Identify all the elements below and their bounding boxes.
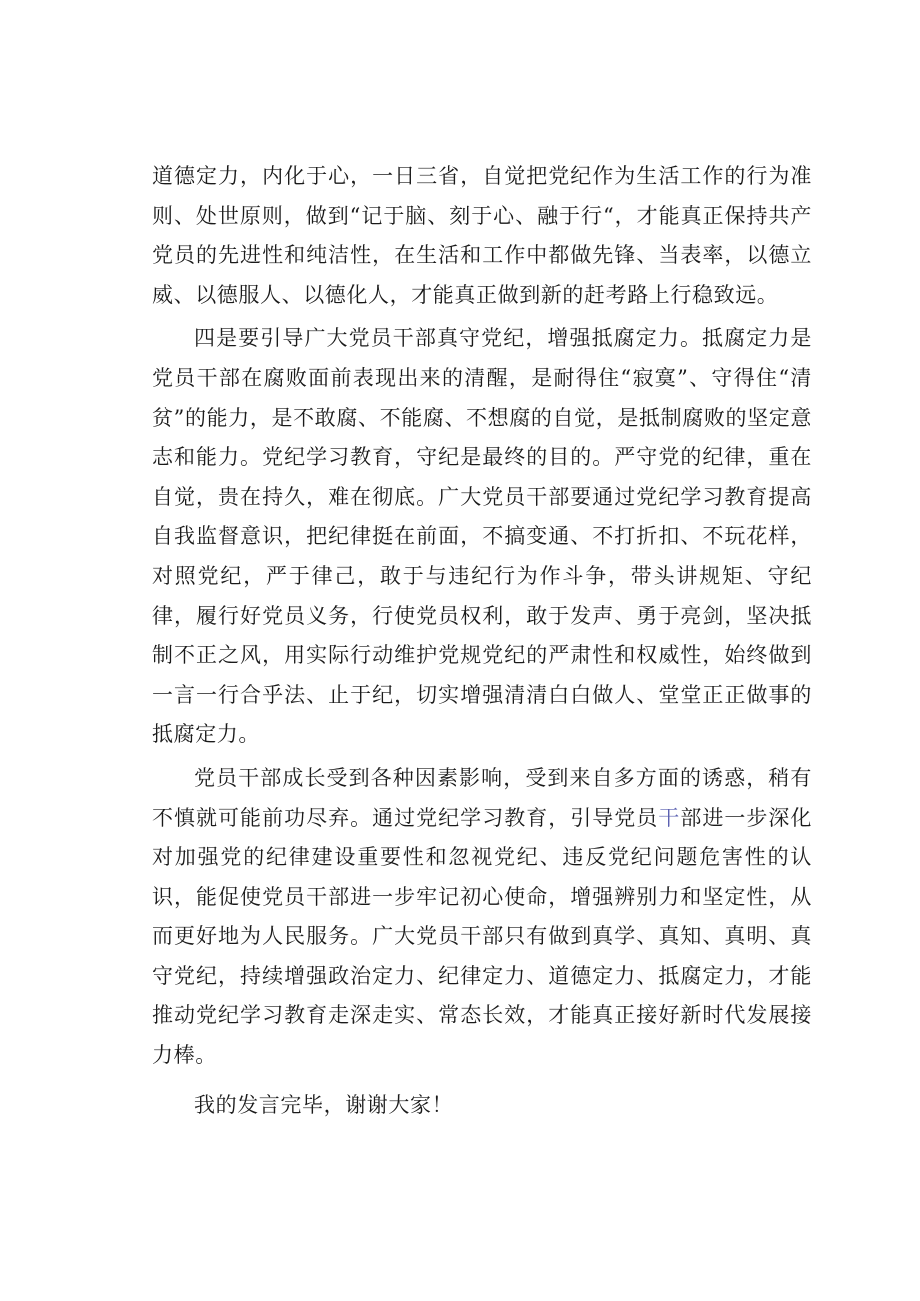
paragraph-continuation: 道德定力，内化于心，一日三省，自觉把党纪作为生活工作的行为准则、处世原则，做到“记于脑、刻于心、融于行“，才能真正保持共产党员的先进性和纯洁性，在生活和工作中都做先锋、当表率，以德立威、以德服人、以德化人，才能真正做到新的赶考路上行稳致远。 (152, 164, 812, 307)
closing-remark: 我的发言完毕，谢谢大家！ (194, 1092, 454, 1117)
document-body (152, 157, 812, 1125)
paragraph-growth-part-2: 部进一步深化对加强党的纪律建设重要性和忽视党纪、违反党纪问题危害性的认识，能促使党员干部进一步牢记初心使命，增强辨别力和坚定性，从而更好地为人民服务。广大党员干部只有做到真学、真知、真明、真守党纪，持续增强政治定力、纪律定力、道德定力、抵腐定力，才能推动党纪学习教育走深走实、常态长效，才能真正接好新时代发展接力棒。 (152, 805, 812, 1068)
paragraph-anti-corruption: 四是要引导广大党员干部真守党纪，增强抵腐定力。抵腐定力是党员干部在腐败面前表现出来的清醒，是耐得住“寂寞”、守得住“清贫”的能力，是不敢腐、不能腐、不想腐的自觉，是抵制腐败的坚定意志和能力。党纪学习教育，守纪是最终的目的。严守党的纪律，重在自觉，贵在持久，难在彻底。广大党员干部要通过党纪学习教育提高自我监督意识，把纪律挺在前面，不搞变通、不打折扣、不玩花样，对照党纪，严于律己，敢于与违纪行为作斗争，带头讲规矩、守纪律，履行好党员义务，行使党员权利，敢于发声、勇于亮剑，坚决抵制不正之风，用实际行动维护党规党纪的严肃性和权威性，始终做到一言一行合乎法、止于纪，切实增强清清白白做人、堂堂正正做事的抵腐定力。 (152, 326, 812, 747)
paragraph-growth-part-1: 党员干部成长受到各种因素影响，受到来自多方面的诱惑，稍有不慎就可能前功尽弃。通过党纪学习教育，引导党员 (152, 765, 812, 830)
highlighted-character: 干 (658, 805, 681, 830)
paragraph-growth (152, 759, 812, 1076)
